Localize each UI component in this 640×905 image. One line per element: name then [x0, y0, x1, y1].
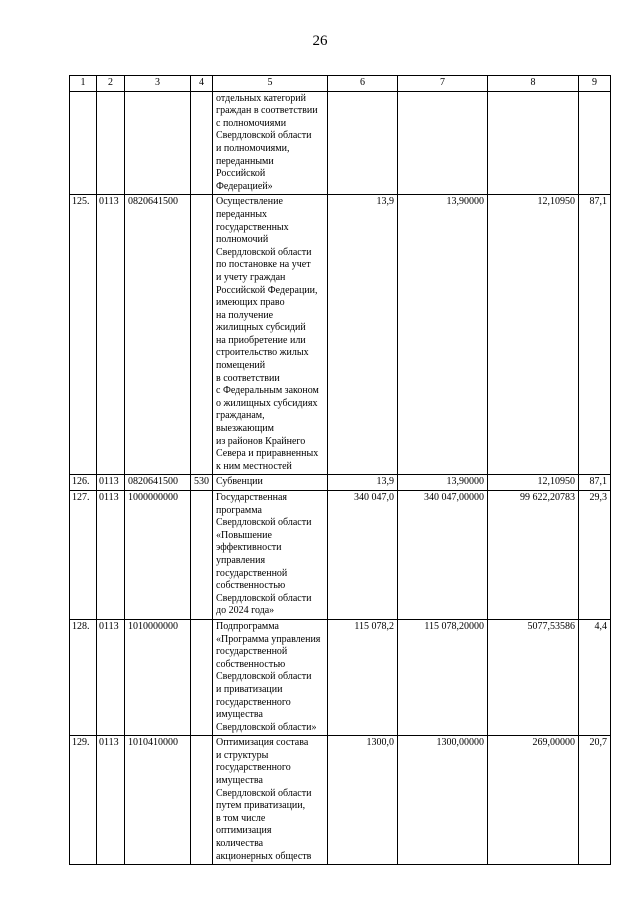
- plan-amount-precise: 13,90000: [398, 195, 488, 475]
- column-header: 6: [328, 76, 398, 92]
- fact-amount: 99 622,20783: [488, 491, 579, 620]
- section-code: 0113: [97, 475, 125, 491]
- percent: 20,7: [579, 736, 611, 865]
- plan-amount-precise: [398, 91, 488, 195]
- fact-amount: 269,00000: [488, 736, 579, 865]
- column-header: 5: [213, 76, 328, 92]
- column-header: 9: [579, 76, 611, 92]
- target-code: 0820641500: [125, 475, 191, 491]
- column-header: 7: [398, 76, 488, 92]
- expense-kind: [191, 619, 213, 735]
- item-name: Государственная программа Свердловской области «Повышение эффективности управления государственной собственностью Свердловской области до 2024 года»: [213, 491, 328, 620]
- expense-kind: [191, 491, 213, 620]
- plan-amount: 115 078,2: [328, 619, 398, 735]
- expense-kind: [191, 736, 213, 865]
- target-code: 0820641500: [125, 195, 191, 475]
- section-code: 0113: [97, 736, 125, 865]
- plan-amount-precise: 340 047,00000: [398, 491, 488, 620]
- fact-amount: 5077,53586: [488, 619, 579, 735]
- table-row: [70, 491, 611, 620]
- fact-amount: [488, 91, 579, 195]
- target-code: 1000000000: [125, 491, 191, 620]
- table-row: [70, 619, 611, 735]
- item-name: Оптимизация состава и структуры государственного имущества Свердловской области путем приватизации, в том числе оптимизация количества акционерных обществ: [213, 736, 328, 865]
- header-row: [70, 76, 611, 92]
- plan-amount-precise: 13,90000: [398, 475, 488, 491]
- percent: 4,4: [579, 619, 611, 735]
- table-row: [70, 195, 611, 475]
- section-code: 0113: [97, 195, 125, 475]
- fact-amount: 12,10950: [488, 195, 579, 475]
- row-number: 127.: [70, 491, 97, 620]
- page-number: 26: [312, 33, 328, 49]
- row-number: [70, 91, 97, 195]
- target-code: 1010000000: [125, 619, 191, 735]
- column-header: 2: [97, 76, 125, 92]
- expense-kind: [191, 195, 213, 475]
- plan-amount-precise: 115 078,20000: [398, 619, 488, 735]
- row-number: 128.: [70, 619, 97, 735]
- column-header: 4: [191, 76, 213, 92]
- percent: 87,1: [579, 195, 611, 475]
- percent: 87,1: [579, 475, 611, 491]
- percent: 29,3: [579, 491, 611, 620]
- plan-amount: 13,9: [328, 475, 398, 491]
- section-code: [97, 91, 125, 195]
- budget-table: [69, 75, 611, 865]
- row-number: 129.: [70, 736, 97, 865]
- plan-amount-precise: 1300,00000: [398, 736, 488, 865]
- fact-amount: 12,10950: [488, 475, 579, 491]
- column-header: 8: [488, 76, 579, 92]
- plan-amount: 13,9: [328, 195, 398, 475]
- target-code: [125, 91, 191, 195]
- table-row: [70, 475, 611, 491]
- section-code: 0113: [97, 491, 125, 620]
- item-name: отдельных категорий граждан в соответствии с полномочиями Свердловской области и полномочиями, переданными Российской Федерацией»: [213, 91, 328, 195]
- column-header: 1: [70, 76, 97, 92]
- row-number: 126.: [70, 475, 97, 491]
- column-header: 3: [125, 76, 191, 92]
- percent: [579, 91, 611, 195]
- plan-amount: 1300,0: [328, 736, 398, 865]
- table-row: [70, 736, 611, 865]
- item-name: Субвенции: [213, 475, 328, 491]
- table-row: [70, 91, 611, 195]
- plan-amount: [328, 91, 398, 195]
- target-code: 1010410000: [125, 736, 191, 865]
- plan-amount: 340 047,0: [328, 491, 398, 620]
- row-number: 125.: [70, 195, 97, 475]
- item-name: Осуществление переданных государственных полномочий Свердловской области по постановке на учет и учету граждан Российской Федерации, имеющих право на получение жилищных субсидий на приобретение или строительство жилых помещений в соответствии с Федеральным законом о жилищных субсидиях гражданам, выезжающим из районов Крайнего Севера и приравненных к ним местностей: [213, 195, 328, 475]
- expense-kind: [191, 91, 213, 195]
- item-name: Подпрограмма «Программа управления государственной собственностью Свердловской области и приватизации государственного имущества Свердловской области»: [213, 619, 328, 735]
- expense-kind: 530: [191, 475, 213, 491]
- section-code: 0113: [97, 619, 125, 735]
